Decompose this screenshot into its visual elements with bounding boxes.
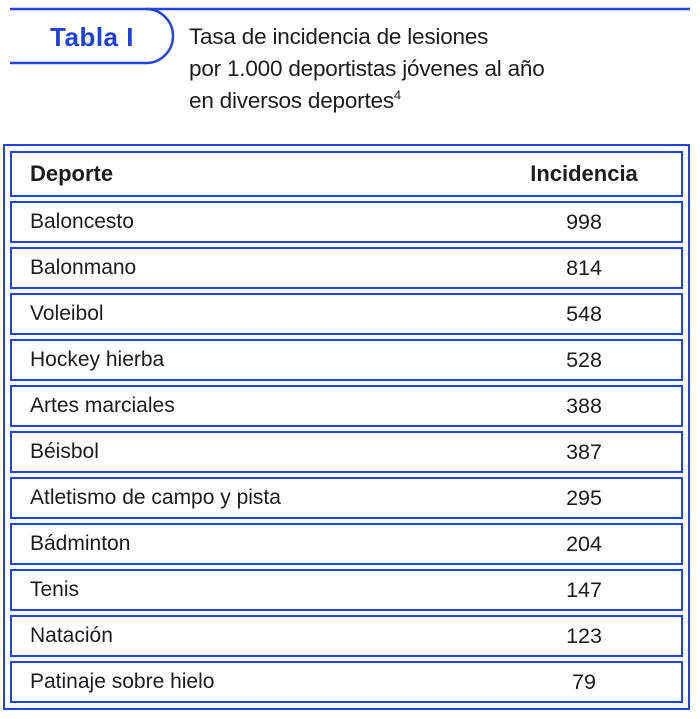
row-sport: Béisbol (30, 440, 99, 463)
caption-line-3-text: en diversos deportes (189, 88, 394, 113)
row-sport: Voleibol (30, 302, 104, 325)
row-value: 998 (566, 209, 602, 234)
column-header-deporte: Deporte (30, 161, 114, 186)
row-value: 295 (566, 485, 602, 510)
row-value: 147 (566, 577, 602, 602)
table-row (10, 615, 683, 657)
caption-line-1: Tasa de incidencia de lesiones (189, 24, 489, 49)
row-value: 79 (572, 669, 596, 694)
caption-line-2: por 1.000 deportistas jóvenes al año (189, 56, 545, 81)
row-value: 814 (566, 255, 602, 280)
row-value: 123 (566, 623, 602, 648)
table-row (10, 339, 683, 381)
row-value: 204 (566, 531, 602, 556)
table-row (10, 385, 683, 427)
table-row (10, 293, 683, 335)
row-sport: Patinaje sobre hielo (30, 670, 215, 693)
table-row (10, 201, 683, 243)
row-sport: Natación (30, 624, 113, 647)
column-header-incidencia: Incidencia (530, 161, 638, 186)
row-sport: Bádminton (30, 532, 131, 555)
caption-line-3 (189, 85, 545, 117)
row-sport: Atletismo de campo y pista (30, 486, 281, 509)
table-row (10, 477, 683, 519)
row-sport: Tenis (30, 578, 80, 601)
incidence-table (3, 144, 690, 710)
table-caption (189, 21, 545, 117)
table-header-row (10, 151, 683, 197)
row-value: 387 (566, 439, 602, 464)
row-sport: Balonmano (30, 256, 137, 279)
row-sport: Artes marciales (30, 394, 175, 417)
footnote-reference: 4 (393, 87, 401, 103)
table-row (10, 523, 683, 565)
table-row (10, 431, 683, 473)
row-sport: Hockey hierba (30, 348, 165, 371)
row-value: 548 (566, 301, 602, 326)
table-row (10, 661, 683, 703)
table-body (10, 201, 683, 703)
table-tab-label: Tabla I (50, 22, 134, 52)
table-row (10, 247, 683, 289)
row-sport: Baloncesto (30, 210, 134, 233)
row-value: 388 (566, 393, 602, 418)
row-value: 528 (566, 347, 602, 372)
table-row (10, 569, 683, 611)
